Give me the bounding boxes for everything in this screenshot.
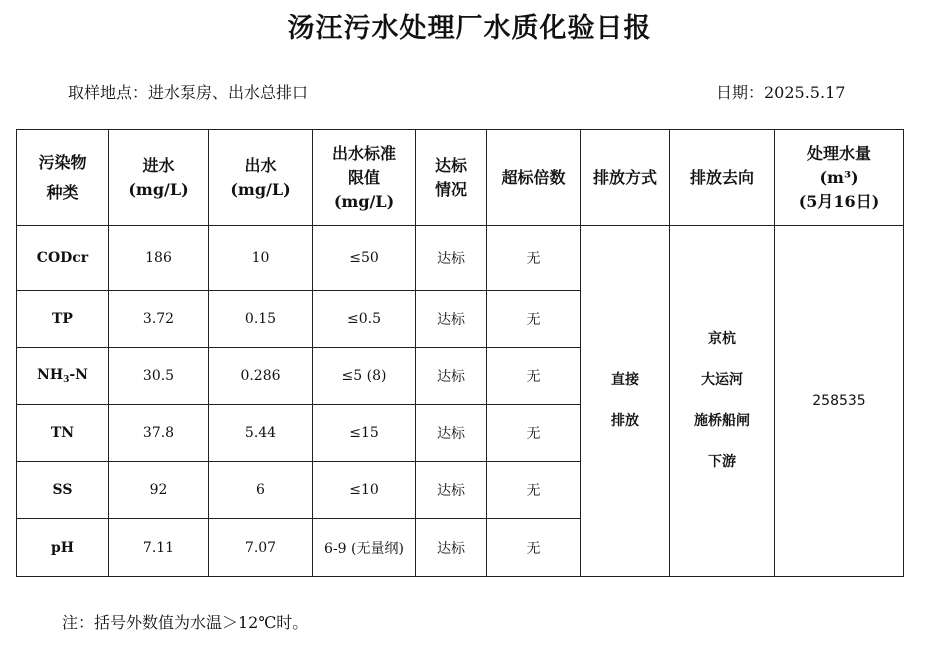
discharge-destination: 京杭 大运河 施桥船闸 下游 — [670, 226, 775, 577]
pollutant-name: TP — [17, 291, 109, 348]
effluent-value: 0.15 — [209, 291, 313, 348]
influent-value: 30.5 — [109, 348, 209, 405]
effluent-value: 5.44 — [209, 405, 313, 462]
exceed-multiple: 无 — [487, 226, 581, 291]
compliance-status: 达标 — [416, 348, 487, 405]
discharge-method: 直接 排放 — [581, 226, 670, 577]
header-compliance: 达标 情况 — [416, 130, 487, 226]
standard-limit: ≤0.5 — [313, 291, 416, 348]
influent-value: 186 — [109, 226, 209, 291]
standard-limit: ≤5 (8) — [313, 348, 416, 405]
header-discharge-method: 排放方式 — [581, 130, 670, 226]
water-quality-table — [16, 129, 904, 577]
effluent-value: 10 — [209, 226, 313, 291]
exceed-multiple: 无 — [487, 519, 581, 577]
standard-limit: ≤50 — [313, 226, 416, 291]
report-title: 汤汪污水处理厂水质化验日报 — [287, 13, 652, 44]
report-date: 日期：2025.5.17 — [716, 83, 846, 102]
compliance-status: 达标 — [416, 405, 487, 462]
header-influent: 进水 (mg/L) — [109, 130, 209, 226]
sampling-location: 取样地点：进水泵房、出水总排口 — [68, 83, 309, 102]
treated-volume: 258535 — [775, 226, 904, 577]
exceed-multiple: 无 — [487, 462, 581, 519]
exceed-multiple: 无 — [487, 348, 581, 405]
compliance-status: 达标 — [416, 226, 487, 291]
pollutant-name: CODcr — [17, 226, 109, 291]
influent-value: 92 — [109, 462, 209, 519]
influent-value: 37.8 — [109, 405, 209, 462]
exceed-multiple: 无 — [487, 405, 581, 462]
header-standard-limit: 出水标准 限值 (mg/L) — [313, 130, 416, 226]
pollutant-name: TN — [17, 405, 109, 462]
header-row — [17, 130, 904, 226]
pollutant-name: $NH_3-N$ — [17, 348, 109, 405]
header-exceed-multiple: 超标倍数 — [487, 130, 581, 226]
compliance-status: 达标 — [416, 462, 487, 519]
table-row — [17, 226, 904, 291]
pollutant-name: SS — [17, 462, 109, 519]
compliance-status: 达标 — [416, 519, 487, 577]
standard-limit: 6-9 (无量纲) — [313, 519, 416, 577]
exceed-multiple: 无 — [487, 291, 581, 348]
effluent-value: 6 — [209, 462, 313, 519]
pollutant-name: pH — [17, 519, 109, 577]
header-discharge-destination: 排放去向 — [670, 130, 775, 226]
standard-limit: ≤15 — [313, 405, 416, 462]
header-treated-volume: 处理水量 (m³) (5月16日) — [775, 130, 904, 226]
header-effluent: 出水 (mg/L) — [209, 130, 313, 226]
influent-value: 3.72 — [109, 291, 209, 348]
influent-value: 7.11 — [109, 519, 209, 577]
footnote: 注：括号外数值为水温＞12℃时。 — [62, 613, 309, 632]
effluent-value: 7.07 — [209, 519, 313, 577]
effluent-value: 0.286 — [209, 348, 313, 405]
header-pollutant: 污染物 种类 — [17, 130, 109, 226]
compliance-status: 达标 — [416, 291, 487, 348]
standard-limit: ≤10 — [313, 462, 416, 519]
